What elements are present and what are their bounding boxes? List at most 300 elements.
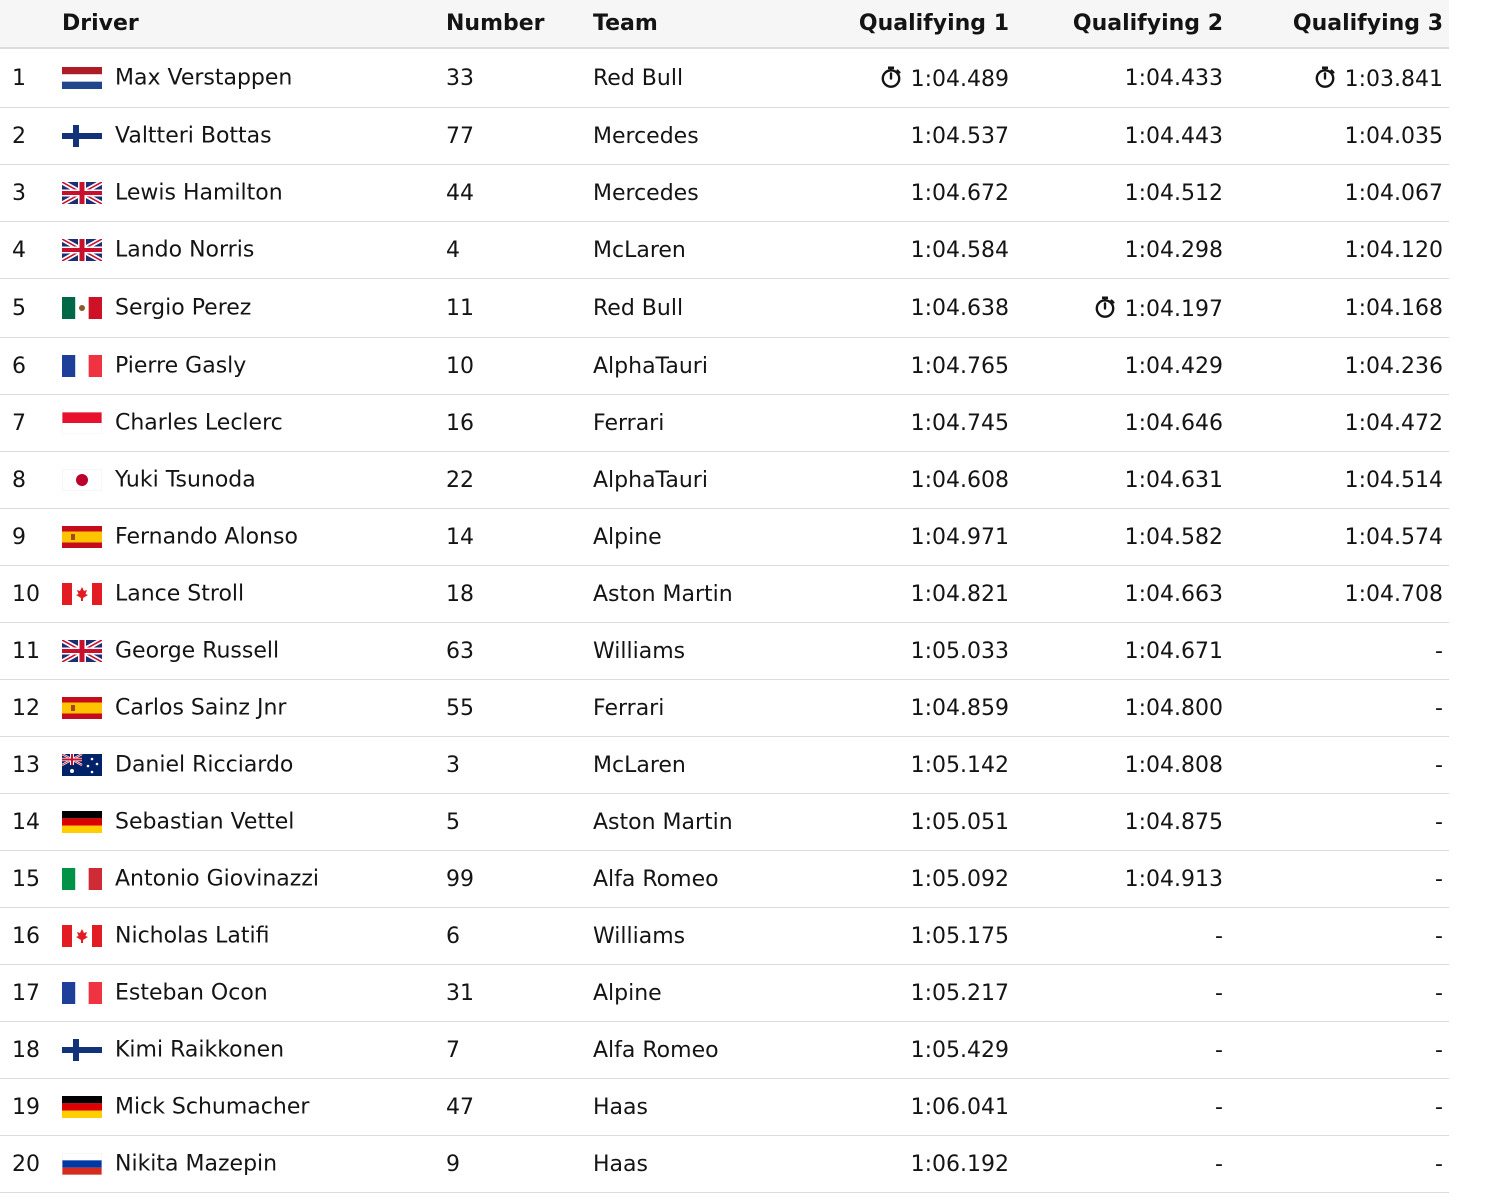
lap-time: - bbox=[1435, 1094, 1443, 1120]
position-cell bbox=[0, 338, 62, 395]
lap-time: - bbox=[1215, 980, 1223, 1006]
qualifying-3-cell bbox=[1229, 509, 1449, 566]
position-cell bbox=[0, 965, 62, 1022]
lap-time: 1:04.631 bbox=[1124, 467, 1223, 493]
car-number: 18 bbox=[446, 581, 474, 607]
driver-cell bbox=[62, 452, 446, 509]
position-value: 7 bbox=[12, 410, 26, 436]
driver-name: Nicholas Latifi bbox=[115, 923, 270, 949]
team-name: Haas bbox=[593, 1094, 648, 1120]
car-number-cell bbox=[446, 452, 593, 509]
position-value: 8 bbox=[12, 467, 26, 493]
qualifying-3-cell bbox=[1229, 222, 1449, 279]
table-row bbox=[0, 338, 1449, 395]
qualifying-1-cell bbox=[793, 1136, 1015, 1193]
lap-time: 1:04.443 bbox=[1124, 123, 1223, 149]
qualifying-1-cell bbox=[793, 279, 1015, 338]
driver-cell bbox=[62, 338, 446, 395]
car-number: 33 bbox=[446, 65, 474, 91]
position-cell bbox=[0, 566, 62, 623]
car-number-cell bbox=[446, 908, 593, 965]
team-name: Red Bull bbox=[593, 295, 684, 321]
driver-cell bbox=[62, 1022, 446, 1079]
team-name: Alpine bbox=[593, 524, 662, 550]
table-header-row bbox=[0, 0, 1449, 48]
position-cell bbox=[0, 680, 62, 737]
table-row bbox=[0, 108, 1449, 165]
driver-cell bbox=[62, 566, 446, 623]
driver-cell bbox=[62, 395, 446, 452]
team-name: Mercedes bbox=[593, 123, 699, 149]
qualifying-1-cell bbox=[793, 1022, 1015, 1079]
driver-name: Lewis Hamilton bbox=[115, 180, 283, 206]
header-position bbox=[0, 0, 62, 48]
team-cell bbox=[593, 965, 793, 1022]
lap-time: 1:04.168 bbox=[1344, 295, 1443, 321]
table-row bbox=[0, 165, 1449, 222]
team-cell bbox=[593, 566, 793, 623]
team-name: AlphaTauri bbox=[593, 467, 708, 493]
qualifying-3-cell bbox=[1229, 566, 1449, 623]
table-row bbox=[0, 566, 1449, 623]
car-number: 16 bbox=[446, 410, 474, 436]
position-cell bbox=[0, 737, 62, 794]
car-number: 3 bbox=[446, 752, 460, 778]
team-name: Ferrari bbox=[593, 410, 665, 436]
qualifying-3-cell bbox=[1229, 48, 1449, 108]
team-cell bbox=[593, 794, 793, 851]
lap-time: 1:06.041 bbox=[910, 1094, 1009, 1120]
position-cell bbox=[0, 1079, 62, 1136]
position-value: 1 bbox=[12, 65, 26, 91]
position-cell bbox=[0, 908, 62, 965]
position-cell bbox=[0, 509, 62, 566]
driver-name: Charles Leclerc bbox=[115, 410, 283, 436]
driver-name: Valtteri Bottas bbox=[115, 123, 272, 149]
car-number: 47 bbox=[446, 1094, 474, 1120]
lap-time: - bbox=[1435, 1151, 1443, 1177]
car-number: 55 bbox=[446, 695, 474, 721]
qualifying-1-cell bbox=[793, 851, 1015, 908]
car-number: 4 bbox=[446, 237, 460, 263]
driver-cell bbox=[62, 222, 446, 279]
lap-time: - bbox=[1435, 923, 1443, 949]
qualifying-1-cell bbox=[793, 452, 1015, 509]
qualifying-2-cell bbox=[1015, 965, 1229, 1022]
finland-flag-icon bbox=[62, 1039, 102, 1061]
lap-time: - bbox=[1435, 638, 1443, 664]
position-value: 11 bbox=[12, 638, 40, 664]
team-cell bbox=[593, 1136, 793, 1193]
table-row bbox=[0, 908, 1449, 965]
driver-cell bbox=[62, 680, 446, 737]
qualifying-2-cell bbox=[1015, 108, 1229, 165]
qualifying-3-cell bbox=[1229, 452, 1449, 509]
qualifying-3-cell bbox=[1229, 1079, 1449, 1136]
driver-name: Antonio Giovinazzi bbox=[115, 866, 319, 892]
lap-time: 1:04.582 bbox=[1124, 524, 1223, 550]
lap-time: 1:05.429 bbox=[910, 1037, 1009, 1063]
team-cell bbox=[593, 452, 793, 509]
position-value: 12 bbox=[12, 695, 40, 721]
spain-flag-icon bbox=[62, 697, 102, 719]
qualifying-1-cell bbox=[793, 1079, 1015, 1136]
driver-name: Lance Stroll bbox=[115, 581, 245, 607]
team-name: McLaren bbox=[593, 752, 686, 778]
lap-time: 1:04.584 bbox=[910, 237, 1009, 263]
finland-flag-icon bbox=[62, 125, 102, 147]
table-row bbox=[0, 851, 1449, 908]
qualifying-1-cell bbox=[793, 509, 1015, 566]
team-name: Mercedes bbox=[593, 180, 699, 206]
canada-flag-icon bbox=[62, 925, 102, 947]
qualifying-1-cell bbox=[793, 794, 1015, 851]
position-value: 16 bbox=[12, 923, 40, 949]
table-row bbox=[0, 680, 1449, 737]
lap-time: 1:04.859 bbox=[910, 695, 1009, 721]
qualifying-2-cell bbox=[1015, 1022, 1229, 1079]
position-value: 20 bbox=[12, 1151, 40, 1177]
team-name: Aston Martin bbox=[593, 809, 733, 835]
lap-time: 1:04.875 bbox=[1124, 809, 1223, 835]
table-row bbox=[0, 1022, 1449, 1079]
car-number: 6 bbox=[446, 923, 460, 949]
lap-time: 1:04.537 bbox=[910, 123, 1009, 149]
car-number: 5 bbox=[446, 809, 460, 835]
team-name: Alfa Romeo bbox=[593, 866, 719, 892]
driver-name: Carlos Sainz Jnr bbox=[115, 695, 287, 721]
table-row bbox=[0, 395, 1449, 452]
position-value: 3 bbox=[12, 180, 26, 206]
driver-name: Fernando Alonso bbox=[115, 524, 298, 550]
team-name: Alfa Romeo bbox=[593, 1037, 719, 1063]
qualifying-1-cell bbox=[793, 908, 1015, 965]
qualifying-1-cell bbox=[793, 566, 1015, 623]
car-number: 77 bbox=[446, 123, 474, 149]
team-cell bbox=[593, 623, 793, 680]
qualifying-3-cell bbox=[1229, 108, 1449, 165]
car-number: 7 bbox=[446, 1037, 460, 1063]
lap-time: 1:04.671 bbox=[1124, 638, 1223, 664]
qualifying-1-cell bbox=[793, 108, 1015, 165]
team-cell bbox=[593, 509, 793, 566]
qualifying-2-cell bbox=[1015, 680, 1229, 737]
qualifying-2-cell bbox=[1015, 509, 1229, 566]
lap-time: - bbox=[1435, 695, 1443, 721]
lap-time: 1:04.574 bbox=[1344, 524, 1443, 550]
team-name: Red Bull bbox=[593, 65, 684, 91]
qualifying-1-cell bbox=[793, 623, 1015, 680]
qualifying-2-cell bbox=[1015, 851, 1229, 908]
driver-cell bbox=[62, 737, 446, 794]
uk-flag-icon bbox=[62, 640, 102, 662]
car-number: 14 bbox=[446, 524, 474, 550]
car-number: 99 bbox=[446, 866, 474, 892]
header-qualifying-2: Qualifying 2 bbox=[1015, 0, 1229, 48]
driver-name: Lando Norris bbox=[115, 237, 255, 263]
driver-cell bbox=[62, 165, 446, 222]
team-cell bbox=[593, 222, 793, 279]
lap-time: 1:05.033 bbox=[910, 638, 1009, 664]
qualifying-1-cell bbox=[793, 680, 1015, 737]
qualifying-3-cell bbox=[1229, 851, 1449, 908]
car-number-cell bbox=[446, 222, 593, 279]
table-row bbox=[0, 452, 1449, 509]
car-number-cell bbox=[446, 1079, 593, 1136]
lap-time: 1:04.663 bbox=[1124, 581, 1223, 607]
position-value: 14 bbox=[12, 809, 40, 835]
qualifying-1-cell bbox=[793, 737, 1015, 794]
lap-time: - bbox=[1435, 809, 1443, 835]
lap-time: 1:04.765 bbox=[910, 353, 1009, 379]
team-cell bbox=[593, 165, 793, 222]
lap-time: - bbox=[1215, 1151, 1223, 1177]
team-name: Ferrari bbox=[593, 695, 665, 721]
lap-time: 1:04.429 bbox=[1124, 353, 1223, 379]
qualifying-2-cell bbox=[1015, 222, 1229, 279]
team-cell bbox=[593, 908, 793, 965]
qualifying-1-cell bbox=[793, 965, 1015, 1022]
team-name: AlphaTauri bbox=[593, 353, 708, 379]
team-name: Williams bbox=[593, 923, 686, 949]
mexico-flag-icon bbox=[62, 297, 102, 319]
car-number-cell bbox=[446, 48, 593, 108]
lap-time: 1:04.298 bbox=[1124, 237, 1223, 263]
team-cell bbox=[593, 108, 793, 165]
italy-flag-icon bbox=[62, 868, 102, 890]
position-value: 19 bbox=[12, 1094, 40, 1120]
qualifying-2-cell bbox=[1015, 737, 1229, 794]
team-name: Haas bbox=[593, 1151, 648, 1177]
table-row bbox=[0, 1136, 1449, 1193]
driver-name: Daniel Ricciardo bbox=[115, 752, 294, 778]
team-cell bbox=[593, 851, 793, 908]
stopwatch-icon bbox=[879, 65, 903, 89]
car-number: 9 bbox=[446, 1151, 460, 1177]
lap-time: 1:04.514 bbox=[1344, 467, 1443, 493]
team-cell bbox=[593, 338, 793, 395]
position-cell bbox=[0, 623, 62, 680]
monaco-flag-icon bbox=[62, 412, 102, 434]
driver-cell bbox=[62, 108, 446, 165]
qualifying-3-cell bbox=[1229, 1022, 1449, 1079]
position-cell bbox=[0, 452, 62, 509]
qualifying-2-cell bbox=[1015, 165, 1229, 222]
driver-name: Sebastian Vettel bbox=[115, 809, 295, 835]
team-cell bbox=[593, 395, 793, 452]
driver-cell bbox=[62, 279, 446, 338]
driver-cell bbox=[62, 48, 446, 108]
lap-time: 1:05.142 bbox=[910, 752, 1009, 778]
driver-name: Pierre Gasly bbox=[115, 353, 247, 379]
lap-time: 1:04.512 bbox=[1124, 180, 1223, 206]
position-value: 18 bbox=[12, 1037, 40, 1063]
car-number: 10 bbox=[446, 353, 474, 379]
driver-cell bbox=[62, 509, 446, 566]
lap-time: 1:04.489 bbox=[910, 66, 1009, 92]
lap-time: 1:04.672 bbox=[910, 180, 1009, 206]
qualifying-3-cell bbox=[1229, 623, 1449, 680]
position-value: 2 bbox=[12, 123, 26, 149]
driver-cell bbox=[62, 1079, 446, 1136]
car-number-cell bbox=[446, 965, 593, 1022]
table-row bbox=[0, 222, 1449, 279]
stopwatch-icon bbox=[1093, 295, 1117, 319]
header-qualifying-1: Qualifying 1 bbox=[793, 0, 1015, 48]
table-row bbox=[0, 1079, 1449, 1136]
canada-flag-icon bbox=[62, 583, 102, 605]
team-name: Alpine bbox=[593, 980, 662, 1006]
lap-time: 1:04.971 bbox=[910, 524, 1009, 550]
lap-time: 1:04.913 bbox=[1124, 866, 1223, 892]
position-cell bbox=[0, 395, 62, 452]
qualifying-2-cell bbox=[1015, 908, 1229, 965]
lap-time: 1:04.745 bbox=[910, 410, 1009, 436]
lap-time: - bbox=[1435, 752, 1443, 778]
qualifying-2-cell bbox=[1015, 48, 1229, 108]
car-number-cell bbox=[446, 737, 593, 794]
stopwatch-icon bbox=[1313, 65, 1337, 89]
uk-flag-icon bbox=[62, 239, 102, 261]
lap-time: 1:04.433 bbox=[1124, 65, 1223, 91]
driver-name: Kimi Raikkonen bbox=[115, 1037, 285, 1063]
lap-time: 1:04.067 bbox=[1344, 180, 1443, 206]
car-number-cell bbox=[446, 1022, 593, 1079]
lap-time: 1:04.800 bbox=[1124, 695, 1223, 721]
driver-cell bbox=[62, 623, 446, 680]
driver-name: George Russell bbox=[115, 638, 280, 664]
position-cell bbox=[0, 108, 62, 165]
driver-name: Mick Schumacher bbox=[115, 1094, 310, 1120]
car-number-cell bbox=[446, 338, 593, 395]
table-row bbox=[0, 794, 1449, 851]
qualifying-1-cell bbox=[793, 48, 1015, 108]
qualifying-2-cell bbox=[1015, 395, 1229, 452]
qualifying-2-cell bbox=[1015, 279, 1229, 338]
qualifying-1-cell bbox=[793, 165, 1015, 222]
position-value: 15 bbox=[12, 866, 40, 892]
lap-time: 1:04.708 bbox=[1344, 581, 1443, 607]
car-number: 22 bbox=[446, 467, 474, 493]
table-row bbox=[0, 279, 1449, 338]
lap-time: 1:04.236 bbox=[1344, 353, 1443, 379]
header-number: Number bbox=[446, 0, 593, 48]
table-row bbox=[0, 965, 1449, 1022]
position-cell bbox=[0, 794, 62, 851]
lap-time: 1:04.646 bbox=[1124, 410, 1223, 436]
lap-time: - bbox=[1435, 1037, 1443, 1063]
table-row bbox=[0, 623, 1449, 680]
car-number-cell bbox=[446, 509, 593, 566]
russia-flag-icon bbox=[62, 1153, 102, 1175]
team-cell bbox=[593, 279, 793, 338]
header-qualifying-3: Qualifying 3 bbox=[1229, 0, 1449, 48]
position-cell bbox=[0, 222, 62, 279]
qualifying-3-cell bbox=[1229, 965, 1449, 1022]
position-value: 9 bbox=[12, 524, 26, 550]
team-name: McLaren bbox=[593, 237, 686, 263]
team-name: Aston Martin bbox=[593, 581, 733, 607]
lap-time: - bbox=[1435, 866, 1443, 892]
car-number-cell bbox=[446, 794, 593, 851]
position-cell bbox=[0, 279, 62, 338]
lap-time: 1:04.638 bbox=[910, 295, 1009, 321]
car-number: 44 bbox=[446, 180, 474, 206]
qualifying-3-cell bbox=[1229, 395, 1449, 452]
position-value: 4 bbox=[12, 237, 26, 263]
qualifying-3-cell bbox=[1229, 908, 1449, 965]
lap-time: 1:04.472 bbox=[1344, 410, 1443, 436]
position-value: 13 bbox=[12, 752, 40, 778]
lap-time: - bbox=[1435, 980, 1443, 1006]
header-team: Team bbox=[593, 0, 793, 48]
lap-time: 1:05.051 bbox=[910, 809, 1009, 835]
qualifying-1-cell bbox=[793, 222, 1015, 279]
driver-name: Yuki Tsunoda bbox=[115, 467, 256, 493]
uk-flag-icon bbox=[62, 182, 102, 204]
car-number-cell bbox=[446, 395, 593, 452]
germany-flag-icon bbox=[62, 1096, 102, 1118]
driver-cell bbox=[62, 908, 446, 965]
lap-time: 1:05.175 bbox=[910, 923, 1009, 949]
qualifying-3-cell bbox=[1229, 680, 1449, 737]
qualifying-3-cell bbox=[1229, 794, 1449, 851]
qualifying-2-cell bbox=[1015, 452, 1229, 509]
team-cell bbox=[593, 48, 793, 108]
car-number-cell bbox=[446, 623, 593, 680]
qualifying-1-cell bbox=[793, 395, 1015, 452]
position-value: 10 bbox=[12, 581, 40, 607]
driver-name: Nikita Mazepin bbox=[115, 1151, 278, 1177]
japan-flag-icon bbox=[62, 469, 102, 491]
position-cell bbox=[0, 48, 62, 108]
lap-time: - bbox=[1215, 1094, 1223, 1120]
car-number-cell bbox=[446, 851, 593, 908]
car-number: 31 bbox=[446, 980, 474, 1006]
team-cell bbox=[593, 1022, 793, 1079]
france-flag-icon bbox=[62, 982, 102, 1004]
qualifying-2-cell bbox=[1015, 794, 1229, 851]
lap-time: - bbox=[1215, 923, 1223, 949]
driver-name: Esteban Ocon bbox=[115, 980, 268, 1006]
driver-cell bbox=[62, 851, 446, 908]
qualifying-3-cell bbox=[1229, 1136, 1449, 1193]
position-cell bbox=[0, 1022, 62, 1079]
position-cell bbox=[0, 165, 62, 222]
qualifying-2-cell bbox=[1015, 338, 1229, 395]
position-cell bbox=[0, 851, 62, 908]
qualifying-1-cell bbox=[793, 338, 1015, 395]
position-cell bbox=[0, 1136, 62, 1193]
qualifying-2-cell bbox=[1015, 623, 1229, 680]
qualifying-3-cell bbox=[1229, 165, 1449, 222]
australia-flag-icon bbox=[62, 754, 102, 776]
germany-flag-icon bbox=[62, 811, 102, 833]
lap-time: - bbox=[1215, 1037, 1223, 1063]
lap-time: 1:05.092 bbox=[910, 866, 1009, 892]
lap-time: 1:04.821 bbox=[910, 581, 1009, 607]
netherlands-flag-icon bbox=[62, 67, 102, 89]
driver-cell bbox=[62, 1136, 446, 1193]
driver-cell bbox=[62, 965, 446, 1022]
lap-time: 1:04.120 bbox=[1344, 237, 1443, 263]
qualifying-2-cell bbox=[1015, 1079, 1229, 1136]
lap-time: 1:04.808 bbox=[1124, 752, 1223, 778]
lap-time: 1:04.608 bbox=[910, 467, 1009, 493]
position-value: 5 bbox=[12, 295, 26, 321]
car-number: 63 bbox=[446, 638, 474, 664]
position-value: 17 bbox=[12, 980, 40, 1006]
